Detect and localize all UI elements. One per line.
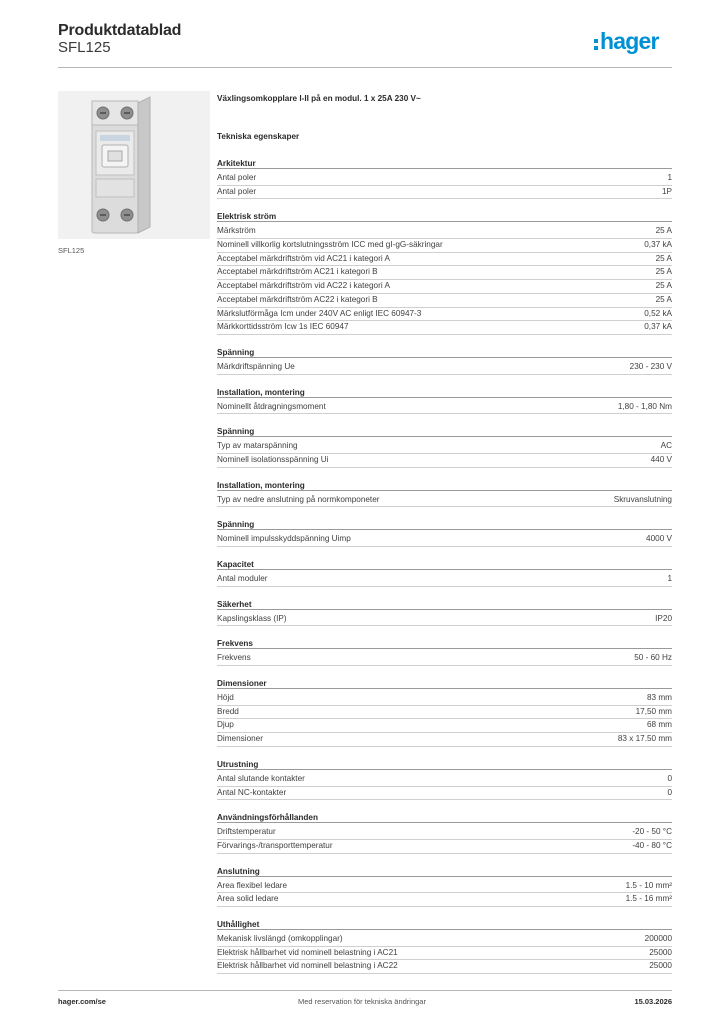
spec-value: 0,37 kA [644, 240, 672, 250]
section-title: Uthållighet [217, 919, 672, 930]
product-image [58, 91, 210, 239]
spec-section [217, 812, 672, 853]
spec-row [217, 253, 672, 267]
section-title: Arkitektur [217, 158, 672, 169]
spec-label: Djup [217, 720, 234, 730]
spec-label: Elektrisk hållbarhet vid nominell belastning i AC22 [217, 961, 398, 971]
section-title: Utrustning [217, 759, 672, 770]
spec-row [217, 733, 672, 747]
spec-row [217, 533, 672, 547]
switch-module-icon [58, 91, 210, 239]
spec-value: 1.5 - 10 mm² [625, 880, 672, 890]
spec-section [217, 387, 672, 415]
spec-row [217, 321, 672, 335]
section-title: Dimensioner [217, 678, 672, 689]
spec-value: 83 x 17.50 mm [617, 734, 672, 744]
spec-value: Skruvanslutning [613, 494, 672, 504]
spec-row [217, 454, 672, 468]
spec-row [217, 840, 672, 854]
spec-row [217, 652, 672, 666]
spec-value: 1P [661, 186, 672, 196]
section-title: Kapacitet [217, 559, 672, 570]
spec-row [217, 787, 672, 801]
spec-label: Märkdriftspänning Ue [217, 361, 295, 371]
spec-section [217, 519, 672, 547]
spec-row [217, 401, 672, 415]
section-title: Spänning [217, 426, 672, 437]
spec-label: Area flexibel ledare [217, 880, 288, 890]
spec-section [217, 638, 672, 666]
spec-row [217, 573, 672, 587]
spec-section [217, 211, 672, 335]
spec-row [217, 893, 672, 907]
spec-value: 25 A [655, 267, 672, 277]
spec-label: Driftstemperatur [217, 827, 276, 837]
spec-row [217, 186, 672, 200]
spec-label: Antal moduler [217, 574, 268, 583]
spec-label: Antal poler [217, 173, 257, 182]
section-title: Frekvens [217, 638, 672, 649]
image-caption: SFL125 [58, 246, 85, 255]
spec-section [217, 426, 672, 467]
spec-row [217, 826, 672, 840]
spec-row [217, 440, 672, 454]
spec-row [217, 239, 672, 253]
spec-label: Antal NC-kontakter [217, 787, 287, 797]
spec-label: Bredd [217, 706, 239, 716]
footer-date: 15.03.2026 [634, 997, 672, 1006]
spec-value: 25000 [649, 961, 672, 971]
spec-section [217, 559, 672, 587]
spec-value: 1 [667, 173, 672, 182]
specs-heading: Tekniska egenskaper [217, 132, 300, 141]
spec-label: Elektrisk hållbarhet vid nominell belastning i AC21 [217, 947, 398, 957]
spec-label: Märkström [217, 226, 256, 236]
spec-section [217, 759, 672, 800]
logo-text: hager [600, 28, 659, 54]
spec-value: 50 - 60 Hz [634, 653, 672, 663]
spec-label: Acceptabel märkdriftström vid AC21 i kategori A [217, 253, 390, 263]
footer-disclaimer: Med reservation för tekniska ändringar [298, 997, 426, 1006]
section-title: Installation, montering [217, 480, 672, 491]
spec-sections [217, 158, 672, 974]
spec-row [217, 494, 672, 508]
footer-divider [58, 990, 672, 991]
hager-logo [594, 30, 659, 53]
spec-label: Nominell impulsskyddspänning Uimp [217, 534, 351, 544]
section-title: Användningsförhållanden [217, 812, 672, 823]
spec-value: 1.5 - 16 mm² [625, 894, 672, 904]
spec-value: 68 mm [646, 720, 672, 730]
section-title: Spänning [217, 519, 672, 530]
section-title: Spänning [217, 347, 672, 358]
spec-row [217, 692, 672, 706]
header-divider [58, 67, 672, 68]
spec-value: 0 [667, 773, 672, 783]
spec-label: Kapslingsklass (IP) [217, 613, 287, 623]
spec-label: Förvarings-/transporttemperatur [217, 840, 333, 850]
spec-value: 0,52 kA [644, 308, 672, 318]
spec-value: 230 - 230 V [629, 361, 672, 371]
spec-row [217, 172, 672, 186]
spec-section [217, 866, 672, 907]
spec-label: Area solid ledare [217, 894, 279, 904]
spec-value: 25 A [655, 226, 672, 236]
section-title: Elektrisk ström [217, 211, 672, 222]
spec-value: 200000 [644, 933, 672, 943]
spec-row [217, 947, 672, 961]
spec-value: 17,50 mm [635, 706, 672, 716]
spec-row [217, 361, 672, 375]
spec-label: Nominell isolationsspänning Ui [217, 454, 329, 464]
spec-label: Märkslutförmåga Icm under 240V AC enligt IEC 60947-3 [217, 308, 422, 318]
spec-label: Mekanisk livslängd (omkopplingar) [217, 933, 343, 943]
spec-value: 25 A [655, 253, 672, 263]
spec-row [217, 308, 672, 322]
spec-label: Frekvens [217, 653, 251, 663]
spec-value: AC [660, 441, 672, 451]
spec-value: -20 - 50 °C [632, 827, 672, 837]
spec-label: Nominell villkorlig kortslutningsström ICC med gI-gG-säkringar [217, 240, 443, 250]
spec-label: Höjd [217, 693, 234, 703]
logo-colon-icon [594, 39, 598, 50]
spec-row [217, 706, 672, 720]
spec-value: 1 [667, 574, 672, 583]
spec-label: Dimensioner [217, 734, 263, 744]
spec-value: 440 V [650, 454, 672, 464]
spec-label: Acceptabel märkdriftström AC21 i kategori B [217, 267, 378, 277]
spec-row [217, 719, 672, 733]
spec-section [217, 480, 672, 508]
product-description: Växlingsomkopplare I-II på en modul. 1 x 25A 230 V~ [217, 94, 421, 103]
spec-value: 1,80 - 1,80 Nm [617, 401, 672, 411]
document-title: Produktdatablad [58, 22, 182, 39]
spec-row [217, 266, 672, 280]
spec-label: Antal slutande kontakter [217, 773, 305, 783]
spec-row [217, 613, 672, 627]
spec-section [217, 347, 672, 375]
specs-content [217, 94, 672, 974]
spec-section [217, 158, 672, 199]
spec-row [217, 880, 672, 894]
spec-row [217, 933, 672, 947]
spec-label: Typ av nedre anslutning på normkomponeter [217, 494, 380, 504]
spec-value: 83 mm [646, 693, 672, 703]
section-title: Anslutning [217, 866, 672, 877]
spec-value: 0,37 kA [644, 322, 672, 332]
footer-website: hager.com/se [58, 997, 106, 1006]
spec-value: 25 A [655, 294, 672, 304]
spec-section [217, 599, 672, 627]
spec-label: Acceptabel märkdriftström AC22 i kategori B [217, 294, 378, 304]
spec-row [217, 294, 672, 308]
section-title: Säkerhet [217, 599, 672, 610]
spec-label: Antal poler [217, 186, 257, 196]
spec-label: Typ av matarspänning [217, 441, 298, 451]
spec-section [217, 678, 672, 747]
spec-section [217, 919, 672, 974]
section-title: Installation, montering [217, 387, 672, 398]
spec-row [217, 960, 672, 974]
spec-label: Märkkorttidsström Icw 1s IEC 60947 [217, 322, 349, 332]
spec-label: Nominellt åtdragningsmoment [217, 401, 326, 411]
spec-label: Acceptabel märkdriftström vid AC22 i kategori A [217, 281, 390, 291]
spec-value: 0 [667, 787, 672, 797]
spec-value: 4000 V [646, 534, 672, 544]
spec-value: -40 - 80 °C [632, 840, 672, 850]
spec-value: 25 A [655, 281, 672, 291]
spec-value: 25000 [649, 947, 672, 957]
spec-value: IP20 [655, 613, 672, 623]
spec-row [217, 225, 672, 239]
spec-row [217, 773, 672, 787]
product-code: SFL125 [58, 39, 111, 56]
spec-row [217, 280, 672, 294]
